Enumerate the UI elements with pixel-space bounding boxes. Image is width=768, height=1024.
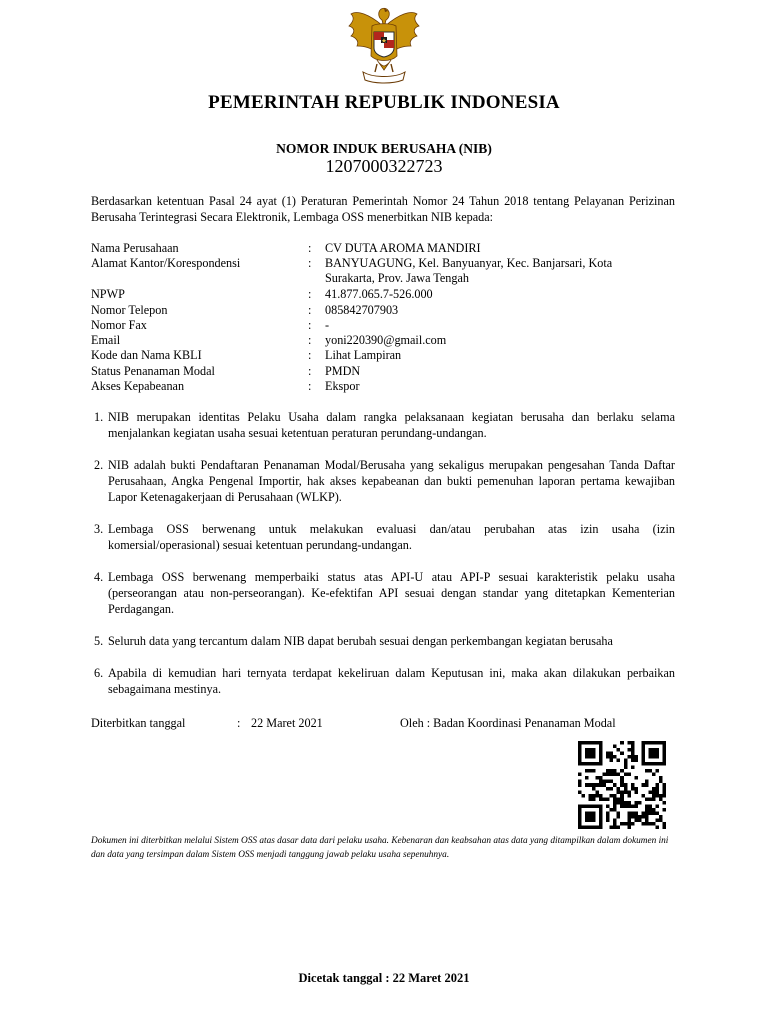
- note-number: 3.: [94, 522, 104, 536]
- field-customs-access: [91, 379, 691, 394]
- issuance-line: [91, 716, 691, 732]
- field-value: -: [325, 317, 330, 332]
- note-number: 4.: [94, 570, 104, 584]
- field-label: Akses Kepabeanan: [91, 379, 185, 394]
- field-address: [91, 256, 691, 287]
- field-colon: :: [308, 363, 312, 378]
- note-text: Seluruh data yang tercantum dalam NIB dapat berubah sesuai dengan perkembangan kegiatan berusaha: [108, 634, 613, 648]
- field-colon: :: [308, 256, 312, 271]
- nib-label: NOMOR INDUK BERUSAHA (NIB): [276, 141, 492, 156]
- note-number: 6.: [94, 666, 104, 680]
- field-colon: :: [308, 379, 312, 394]
- note-number: 1.: [94, 410, 104, 424]
- field-label: Status Penanaman Modal: [91, 363, 215, 378]
- printed-date: Dicetak tanggal : 22 Maret 2021: [298, 971, 470, 985]
- field-label: NPWP: [91, 287, 125, 302]
- intro-paragraph: Berdasarkan ketentuan Pasal 24 ayat (1) Peraturan Pemerintah Nomor 24 Tahun 2018 tentang Pelayanan Perizinan Berusaha Terintegrasi Secara Elektronik, Lembaga OSS menerbitkan NIB kepada:: [91, 194, 675, 224]
- field-colon: :: [308, 333, 312, 348]
- issued-date: 22 Maret 2021: [251, 716, 323, 730]
- issuing-authority: Oleh : Badan Koordinasi Penanaman Modal: [400, 716, 616, 730]
- field-value: CV DUTA AROMA MANDIRI: [325, 241, 481, 255]
- note-text: Lembaga OSS berwenang memperbaiki status atas API-U atau API-P sesuai karakteristik pelaku usaha (perseorangan atau non-perseorangan). Ke-efektifan API sesuai dengan standar yang ditetapkan Kementerian Perdagangan.: [108, 570, 675, 616]
- government-title: PEMERINTAH REPUBLIK INDONESIA: [208, 92, 560, 113]
- nib-number: 1207000322723: [325, 156, 443, 176]
- field-phone: [91, 303, 691, 318]
- field-fax: [91, 318, 691, 333]
- field-kbli: [91, 348, 691, 363]
- note-item: [91, 457, 675, 505]
- note-text: Lembaga OSS berwenang untuk melakukan evaluasi dan/atau perubahan atas izin usaha (izin komersial/operasional) sesuai ketentuan perundang-undangan.: [108, 522, 675, 552]
- note-number: 2.: [94, 458, 104, 472]
- garuda-emblem-icon: [339, 6, 429, 84]
- field-label: Kode dan Nama KBLI: [91, 348, 202, 363]
- field-value: Ekspor: [325, 379, 360, 394]
- field-label: Nomor Fax: [91, 317, 147, 332]
- field-colon: :: [308, 287, 312, 302]
- note-item: [91, 409, 675, 441]
- note-item: [91, 569, 675, 617]
- field-colon: :: [308, 348, 312, 363]
- field-colon: :: [308, 241, 312, 255]
- field-colon: :: [308, 302, 312, 317]
- note-item: [91, 665, 675, 697]
- qr-code-icon: [578, 741, 666, 829]
- field-value: BANYUAGUNG, Kel. Banyuanyar, Kec. Banjarsari, Kota Surakarta, Prov. Jawa Tengah: [325, 256, 613, 286]
- issued-colon: :: [237, 716, 241, 730]
- field-label: Nama Perusahaan: [91, 241, 179, 255]
- field-company-name: [91, 241, 691, 256]
- note-item: [91, 633, 675, 649]
- field-label: Nomor Telepon: [91, 302, 168, 317]
- note-text: NIB adalah bukti Pendaftaran Penanaman Modal/Berusaha yang sekaligus merupakan pengesahan Tanda Daftar Perusahaan, Angka Pengenal Importir, hak akses kepabeanan dan bukti pemenuhan laporan pertama kewajiban Lapor Ketenagakerjaan di Perusahaan (WLKP).: [108, 458, 675, 504]
- field-label: Alamat Kantor/Korespondensi: [91, 256, 241, 271]
- note-text: Apabila di kemudian hari ternyata terdapat kekeliruan dalam Keputusan ini, maka akan dilakukan perbaikan sebagaimana mestinya.: [108, 666, 675, 696]
- note-text: NIB merupakan identitas Pelaku Usaha dalam rangka pelaksanaan kegiatan berusaha dan berlaku selama menjalankan kegiatan usaha sesuai ketentuan peraturan perundang-undangan.: [108, 410, 675, 440]
- company-details: [91, 241, 691, 394]
- notes-list: [91, 409, 675, 697]
- field-value: 085842707903: [325, 302, 399, 317]
- disclaimer: Dokumen ini diterbitkan melalui Sistem OSS atas dasar data dari pelaku usaha. Kebenaran dan keabsahan atas data yang ditampilkan dalam dokumen ini dan data yang tersimpan dalam Sistem OSS menjadi tanggung jawab pelaku usaha sepenuhnya.: [91, 836, 669, 860]
- field-email: [91, 333, 691, 348]
- note-item: [91, 521, 675, 553]
- field-colon: :: [308, 317, 312, 332]
- field-value: 41.877.065.7-526.000: [325, 287, 433, 302]
- issued-label: Diterbitkan tanggal: [91, 716, 186, 730]
- field-npwp: [91, 287, 691, 302]
- field-investment-status: [91, 364, 691, 379]
- field-value: yoni220390@gmail.com: [325, 333, 447, 348]
- field-label: Email: [91, 333, 121, 348]
- note-number: 5.: [94, 634, 104, 648]
- field-value: Lihat Lampiran: [325, 348, 402, 363]
- field-value: PMDN: [325, 363, 361, 378]
